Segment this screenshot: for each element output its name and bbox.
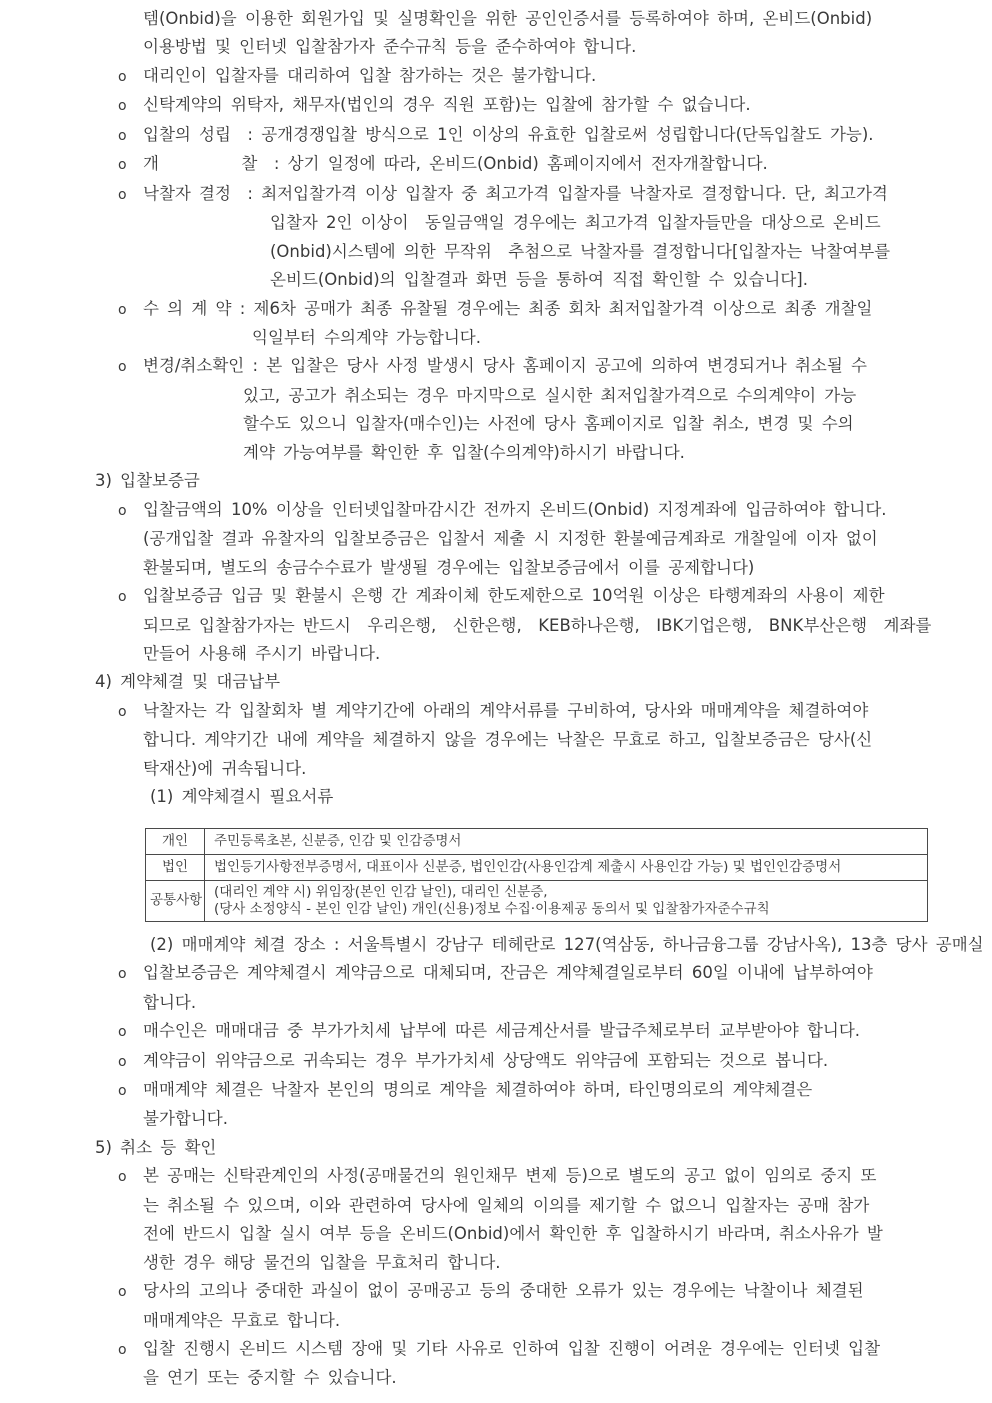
document-line [0, 1277, 992, 1306]
bullet-marker: o [118, 1342, 127, 1359]
bullet-marker: o [118, 98, 127, 115]
document-line [0, 1162, 992, 1191]
line-text: (공개입찰 결과 유찰자의 입찰보증금은 입찰서 제출 시 지정한 환불예금계좌로 개찰일에 이자 없이 [143, 529, 878, 549]
document-body-top [0, 5, 992, 812]
document-line [0, 931, 992, 959]
document-line [0, 324, 992, 352]
line-text: 입찰 진행시 온비드 시스템 장애 및 기타 사유로 인하여 입찰 진행이 어려운 경우에는 인터넷 입찰 [143, 1339, 881, 1359]
line-text: 변경/취소확인 : 본 입찰은 당사 사정 발생시 당사 홈페이지 공고에 의하여 변경되거나 취소될 수 [143, 356, 867, 376]
document-line [0, 959, 992, 988]
document-line [0, 209, 992, 237]
document-line [0, 1307, 992, 1335]
bullet-marker: o [118, 1082, 127, 1099]
line-text: 개 찰 : 상기 일정에 따라, 온비드(Onbid) 홈페이지에서 전자개찰합니다. [143, 154, 768, 174]
document-line [0, 525, 992, 553]
document-line [0, 62, 992, 91]
table-row [146, 854, 928, 880]
document-line [0, 554, 992, 582]
line-text: 을 연기 또는 중지할 수 있습니다. [143, 1368, 397, 1388]
document-line [0, 582, 992, 611]
document-line [0, 150, 992, 179]
line-text: 계약 가능여부를 확인한 후 입찰(수의계약)하시기 바랍니다. [243, 442, 685, 462]
line-text: 입찰보증금 입금 및 환불시 은행 간 계좌이체 한도제한으로 10억원 이상은 타행계좌의 사용이 제한 [143, 586, 885, 606]
line-text: 합니다. 계약기간 내에 계약을 체결하지 않을 경우에는 낙찰은 무효로 하고, 입찰보증금은 당사(신 [143, 730, 873, 750]
line-text: 4) 계약체결 및 대금납부 [95, 672, 281, 692]
document-line [0, 1364, 992, 1392]
line-text: (1) 계약체결시 필요서류 [150, 787, 334, 807]
bullet-marker: o [118, 186, 127, 203]
line-text: 매매계약 체결은 낙찰자 본인의 명의로 계약을 체결하여야 하며, 타인명의로의 계약체결은 [143, 1079, 813, 1099]
bullet-marker: o [118, 589, 127, 606]
document-line [0, 180, 992, 209]
line-text: 되므로 입찰참가자는 반드시 우리은행, 신한은행, KEB하나은행, IBK기업은행, BNK부산은행 계좌를 [143, 615, 932, 635]
line-text: 대리인이 입찰자를 대리하여 입찰 참가하는 것은 불가합니다. [143, 65, 597, 85]
bullet-marker: o [118, 966, 127, 983]
bullet-marker: o [118, 157, 127, 174]
line-text: 3) 입찰보증금 [95, 471, 200, 491]
document-line [0, 1220, 992, 1248]
document-line [0, 382, 992, 410]
required-documents-table [145, 828, 928, 922]
line-text: 익일부터 수의계약 가능합니다. [252, 327, 481, 347]
bullet-marker: o [118, 301, 127, 318]
line-text: 만들어 사용해 주시기 바랍니다. [143, 643, 381, 663]
bullet-marker: o [118, 359, 127, 376]
document-line [0, 238, 992, 266]
line-text: (Onbid)시스템에 의한 무작위 추첨으로 낙찰자를 결정합니다[입찰자는 낙찰여부를 [270, 241, 891, 261]
line-text: 는 취소될 수 있으며, 이와 관련하여 당사에 일체의 이의를 제기할 수 없으니 입찰자는 공매 참가 [143, 1195, 870, 1215]
line-text: 매매계약은 무효로 합니다. [143, 1310, 341, 1330]
section-heading-line [0, 467, 992, 495]
line-text: 온비드(Onbid)의 입찰결과 화면 등을 통하여 직접 확인할 수 있습니다]. [270, 270, 808, 290]
line-text: 매수인은 매매대금 중 부가가치세 납부에 따른 세금계산서를 발급주체로부터 교부받아야 합니다. [143, 1021, 861, 1041]
bullet-marker: o [118, 1169, 127, 1186]
table-content-line: 주민등록초본, 신분증, 인감 및 인감증명서 [214, 832, 462, 849]
bullet-marker: o [118, 502, 127, 519]
document-body-bottom [0, 931, 992, 1393]
table-label-cell: 법인 [146, 854, 205, 880]
line-text: 할수도 있으니 입찰자(매수인)는 사전에 당사 홈페이지로 입찰 취소, 변경 및 수의 [243, 414, 854, 434]
document-line [0, 1017, 992, 1046]
document-line [0, 266, 992, 294]
document-line [0, 1249, 992, 1277]
document-line [0, 1105, 992, 1133]
line-text: 탁재산)에 귀속됩니다. [143, 758, 307, 778]
line-text: 환불되며, 별도의 송금수수료가 발생될 경우에는 입찰보증금에서 이를 공제합니다) [143, 557, 755, 577]
line-text: 5) 취소 등 확인 [95, 1137, 217, 1157]
table-label-cell: 개인 [146, 828, 205, 854]
line-text: 본 공매는 신탁관계인의 사정(공매물건의 원인채무 변제 등)으로 별도의 공고 없이 임의로 중지 또 [143, 1166, 877, 1186]
table-content-line: 법인등기사항전부증명서, 대표이사 신분증, 법인인감(사용인감계 제출시 사용인감 가능) 및 법인인감증명서 [214, 858, 842, 875]
document-line [0, 1192, 992, 1220]
document-line [0, 121, 992, 150]
document-line [0, 783, 992, 811]
table-row [146, 880, 928, 921]
table-content-line: (대리인 계약 시) 위임장(본인 인감 날인), 대리인 신분증, [214, 883, 548, 900]
document-line [0, 697, 992, 726]
line-text: 낙찰자 결정 : 최저입찰가격 이상 입찰자 중 최고가격 입찰자를 낙찰자로 결정합니다. 단, 최고가격 [143, 183, 888, 203]
bullet-marker: o [118, 1024, 127, 1041]
line-text: 템(Onbid)을 이용한 회원가입 및 실명확인을 위한 공인인증서를 등록하여야 하며, 온비드(Onbid) [143, 9, 873, 28]
document-line [0, 496, 992, 525]
line-text: 입찰의 성립 : 공개경쟁입찰 방식으로 1인 이상의 유효한 입찰로써 성립합니다(단독입찰도 가능). [143, 124, 874, 144]
line-text: 이용방법 및 인터넷 입찰참가자 준수규칙 등을 준수하여야 합니다. [143, 37, 637, 57]
line-text: 불가합니다. [143, 1109, 228, 1129]
table-row [146, 828, 928, 854]
document-line [0, 726, 992, 754]
line-text: 수 의 계 약 : 제6차 공매가 최종 유찰될 경우에는 최종 회차 최저입찰가격 이상으로 최종 개찰일 [143, 298, 873, 318]
line-text: 합니다. [143, 992, 197, 1012]
document-line [0, 91, 992, 120]
section-heading-line [0, 668, 992, 696]
line-text: 당사의 고의나 중대한 과실이 없이 공매공고 등의 중대한 오류가 있는 경우에는 낙찰이나 체결된 [143, 1281, 864, 1301]
bullet-marker: o [118, 1053, 127, 1070]
document-line [0, 1047, 992, 1076]
line-text: 생한 경우 해당 물건의 입찰을 무효처리 합니다. [143, 1252, 501, 1272]
document-line [0, 410, 992, 438]
table-content-cell [205, 880, 928, 921]
line-text: 신탁계약의 위탁자, 채무자(법인의 경우 직원 포함)는 입찰에 참가할 수 없습니다. [143, 95, 751, 115]
line-text: 계약금이 위약금으로 귀속되는 경우 부가가치세 상당액도 위약금에 포함되는 것으로 봅니다. [143, 1050, 829, 1070]
document-line [0, 1076, 992, 1105]
line-text: 입찰보증금은 계약체결시 계약금으로 대체되며, 잔금은 계약체결일로부터 60일 이내에 납부하여야 [143, 963, 873, 983]
bullet-marker: o [118, 127, 127, 144]
line-text: 전에 반드시 입찰 실시 여부 등을 온비드(Onbid)에서 확인한 후 입찰하시기 바라며, 취소사유가 발 [143, 1224, 883, 1244]
table-content-line: (당사 소정양식 - 본인 인감 날인) 개인(신용)정보 수집·이용제공 동의서 및 입찰참가자준수규칙 [214, 900, 770, 917]
line-text: 입찰금액의 10% 이상을 인터넷입찰마감시간 전까지 온비드(Onbid) 지정계좌에 입금하여야 합니다. [143, 499, 887, 519]
bullet-marker: o [118, 68, 127, 85]
table-content-cell [205, 854, 928, 880]
document-line [0, 1335, 992, 1364]
line-text: 있고, 공고가 취소되는 경우 마지막으로 실시한 최저입찰가격으로 수의계약이 가능 [243, 385, 857, 405]
line-text: 낙찰자는 각 입찰회차 별 계약기간에 아래의 계약서류를 구비하여, 당사와 매매계약을 체결하여야 [143, 700, 869, 720]
line-text: 입찰자 2인 이상이 동일금액일 경우에는 최고가격 입찰자들만을 대상으로 온비드 [270, 213, 881, 233]
document-line [0, 33, 992, 61]
document-line [0, 612, 992, 640]
section-heading-line [0, 1134, 992, 1162]
document-line [0, 989, 992, 1017]
table-label-cell: 공통사항 [146, 880, 205, 921]
document-line [0, 5, 992, 33]
document-line [0, 352, 992, 381]
bullet-marker: o [118, 703, 127, 720]
document-line [0, 439, 992, 467]
document-line [0, 640, 992, 668]
table-content-cell [205, 828, 928, 854]
document-line [0, 755, 992, 783]
bullet-marker: o [118, 1284, 127, 1301]
line-text: (2) 매매계약 체결 장소 : 서울특별시 강남구 테헤란로 127(역삼동, 하나금융그룹 강남사옥), 13층 당사 공매실 [150, 934, 984, 954]
document-line [0, 295, 992, 324]
